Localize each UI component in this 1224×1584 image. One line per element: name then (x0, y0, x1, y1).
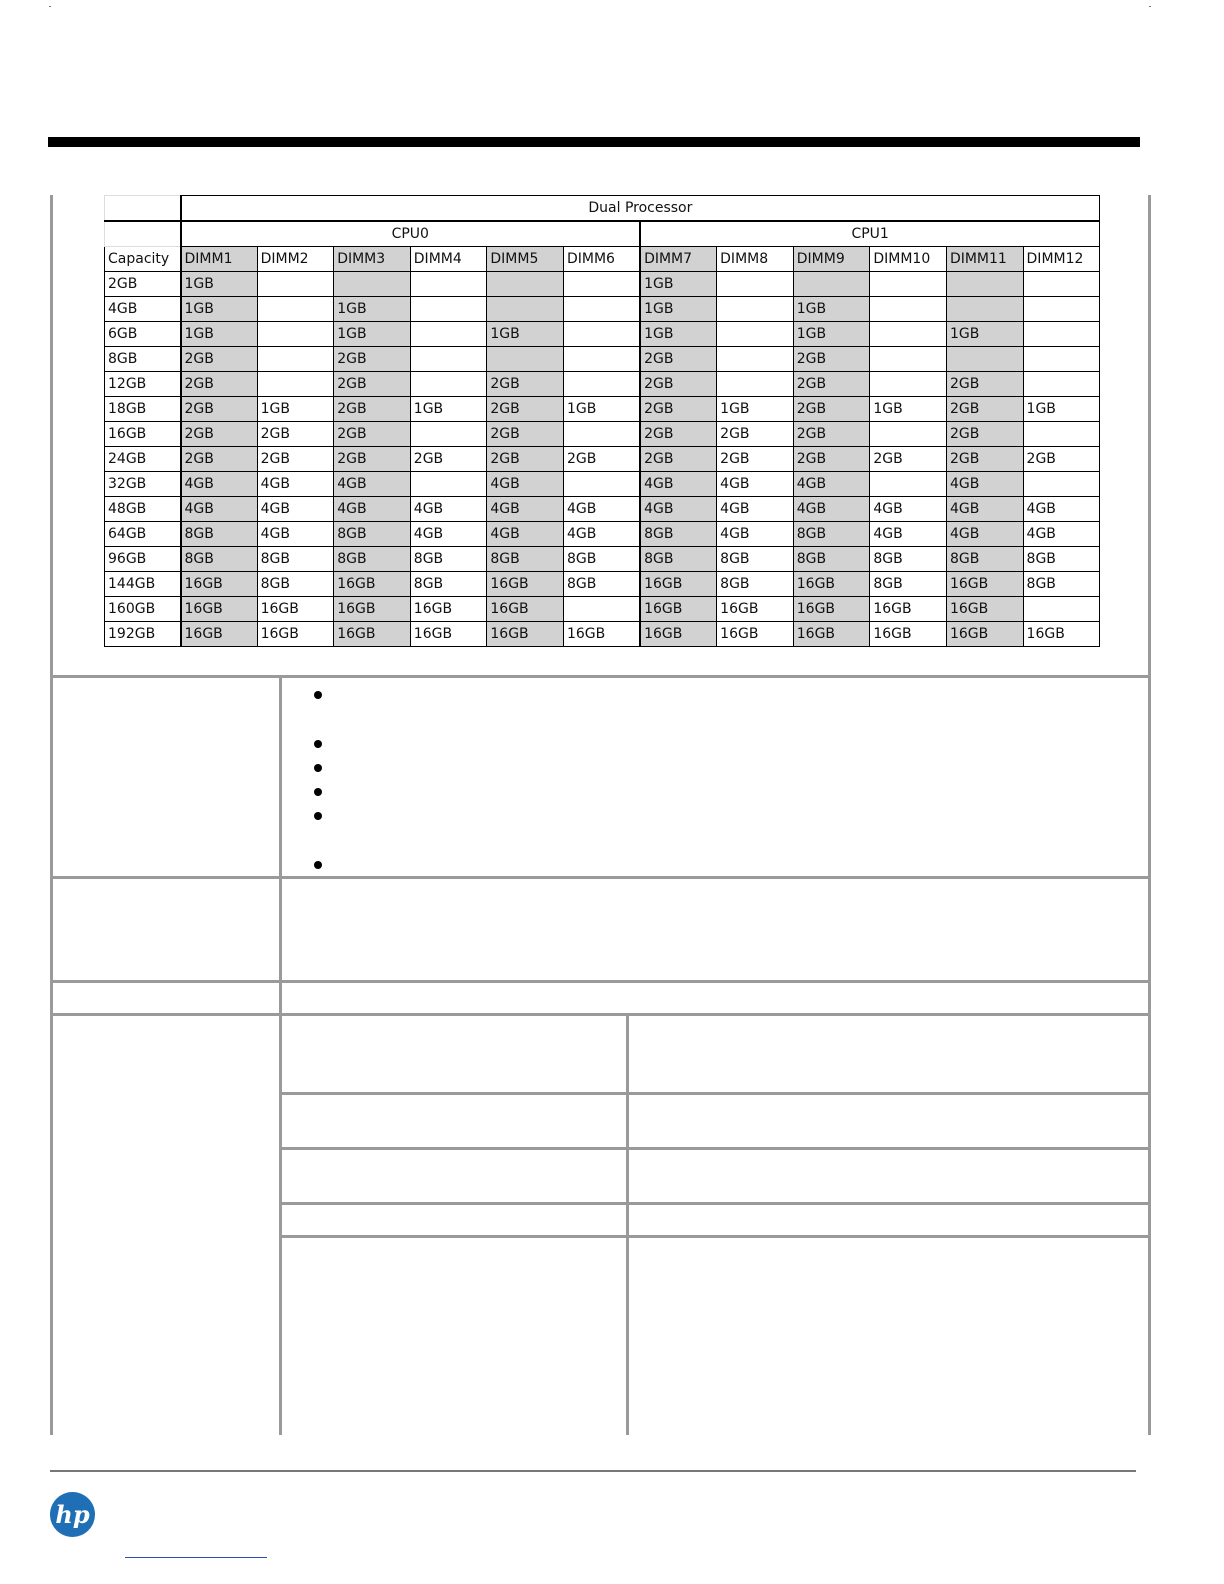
dimm-cell: 16GB (410, 622, 487, 647)
dimm-cell (410, 472, 487, 497)
dimm-cell: 8GB (870, 572, 947, 597)
dimm-slot-header: DIMM3 (334, 247, 411, 272)
capacity-cell: 6GB (105, 322, 181, 347)
dimm-cell: 2GB (181, 447, 258, 472)
cpu-heading-row (105, 221, 1100, 247)
footer-rule (50, 1470, 1136, 1472)
column-header-row (105, 247, 1100, 272)
dimm-cell (717, 322, 794, 347)
dimm-cell: 16GB (410, 597, 487, 622)
table-corner-cell (105, 221, 181, 247)
dimm-cell: 4GB (181, 497, 258, 522)
capacity-cell: 192GB (105, 622, 181, 647)
dimm-cell: 1GB (793, 322, 870, 347)
dimm-cell (410, 422, 487, 447)
dimm-cell: 2GB (181, 422, 258, 447)
dimm-cell: 1GB (870, 397, 947, 422)
dimm-cell: 2GB (334, 447, 411, 472)
dimm-cell: 4GB (334, 472, 411, 497)
dimm-cell (487, 272, 564, 297)
dimm-cell: 1GB (487, 322, 564, 347)
dimm-cell: 2GB (640, 397, 717, 422)
dimm-cell: 4GB (640, 472, 717, 497)
grid-line (626, 1013, 629, 1435)
dimm-cell (870, 472, 947, 497)
capacity-header: Capacity (105, 247, 181, 272)
dimm-cell: 1GB (181, 272, 258, 297)
dimm-cell: 4GB (257, 522, 334, 547)
dimm-cell: 4GB (717, 472, 794, 497)
dimm-cell: 4GB (1023, 522, 1100, 547)
dimm-cell: 16GB (334, 597, 411, 622)
capacity-cell: 8GB (105, 347, 181, 372)
dimm-cell: 2GB (181, 347, 258, 372)
capacity-cell: 4GB (105, 297, 181, 322)
dimm-cell (563, 272, 640, 297)
table-row (105, 447, 1100, 472)
dimm-cell: 16GB (181, 572, 258, 597)
dimm-cell (870, 422, 947, 447)
dimm-slot-header: DIMM2 (257, 247, 334, 272)
dimm-cell: 2GB (563, 447, 640, 472)
dimm-cell: 2GB (946, 372, 1023, 397)
dimm-population-table (104, 195, 1100, 647)
grid-line (280, 1235, 1151, 1238)
bullet-icon (314, 740, 322, 748)
dimm-cell: 2GB (793, 397, 870, 422)
dimm-cell (717, 272, 794, 297)
capacity-cell: 48GB (105, 497, 181, 522)
grid-line (280, 1202, 1151, 1205)
table-row (105, 622, 1100, 647)
table-row (105, 347, 1100, 372)
dimm-cell: 1GB (181, 322, 258, 347)
grid-line (50, 876, 1151, 879)
capacity-cell: 16GB (105, 422, 181, 447)
dimm-cell: 4GB (717, 522, 794, 547)
grid-line (280, 1092, 1151, 1095)
dimm-cell: 4GB (257, 472, 334, 497)
dimm-cell: 4GB (640, 497, 717, 522)
dimm-cell (257, 322, 334, 347)
dimm-cell: 8GB (640, 547, 717, 572)
dimm-cell (563, 372, 640, 397)
dimm-cell: 2GB (334, 422, 411, 447)
cpu0-heading: CPU0 (181, 221, 641, 247)
dimm-cell: 4GB (563, 522, 640, 547)
dimm-cell: 8GB (717, 572, 794, 597)
dimm-cell: 4GB (257, 497, 334, 522)
dimm-cell: 16GB (717, 597, 794, 622)
dimm-cell: 4GB (793, 497, 870, 522)
dimm-cell: 1GB (563, 397, 640, 422)
dimm-cell: 8GB (334, 547, 411, 572)
dimm-cell (410, 347, 487, 372)
dimm-slot-header: DIMM6 (563, 247, 640, 272)
dimm-cell: 2GB (257, 447, 334, 472)
dimm-cell: 2GB (640, 422, 717, 447)
dimm-cell: 2GB (640, 347, 717, 372)
dimm-cell: 4GB (946, 497, 1023, 522)
dimm-slot-header: DIMM1 (181, 247, 258, 272)
dimm-cell (563, 297, 640, 322)
table-row (105, 522, 1100, 547)
dimm-cell: 16GB (640, 597, 717, 622)
capacity-cell: 160GB (105, 597, 181, 622)
dimm-cell (410, 297, 487, 322)
dimm-cell (717, 372, 794, 397)
grid-line (50, 675, 1151, 678)
dimm-cell (793, 272, 870, 297)
dimm-cell: 8GB (487, 547, 564, 572)
dimm-slot-header: DIMM12 (1023, 247, 1100, 272)
dimm-cell: 16GB (181, 622, 258, 647)
dimm-cell: 1GB (640, 272, 717, 297)
dimm-cell: 1GB (181, 297, 258, 322)
dimm-cell: 2GB (487, 422, 564, 447)
dimm-cell: 16GB (257, 622, 334, 647)
dimm-cell: 2GB (1023, 447, 1100, 472)
dimm-cell: 16GB (563, 622, 640, 647)
dimm-cell (870, 297, 947, 322)
hp-logo-icon: hp (50, 1492, 95, 1537)
dimm-cell: 4GB (717, 497, 794, 522)
dimm-cell: 8GB (946, 547, 1023, 572)
table-row (105, 297, 1100, 322)
dimm-cell: 4GB (410, 522, 487, 547)
capacity-cell: 64GB (105, 522, 181, 547)
dimm-cell (563, 422, 640, 447)
capacity-cell: 2GB (105, 272, 181, 297)
table-row (105, 497, 1100, 522)
dimm-cell: 16GB (946, 597, 1023, 622)
dimm-cell: 8GB (870, 547, 947, 572)
dimm-cell: 2GB (487, 447, 564, 472)
dimm-cell: 8GB (717, 547, 794, 572)
dimm-cell (1023, 272, 1100, 297)
dimm-cell: 4GB (334, 497, 411, 522)
dimm-cell: 16GB (334, 572, 411, 597)
dimm-cell: 2GB (334, 347, 411, 372)
dimm-cell (563, 322, 640, 347)
dimm-cell (946, 297, 1023, 322)
frame-left-border (50, 195, 53, 1435)
dimm-cell: 1GB (257, 397, 334, 422)
dimm-cell: 8GB (410, 572, 487, 597)
dimm-cell (410, 322, 487, 347)
table-row (105, 597, 1100, 622)
dimm-cell: 16GB (717, 622, 794, 647)
dimm-cell: 4GB (487, 522, 564, 547)
dimm-cell: 16GB (946, 572, 1023, 597)
dimm-cell: 2GB (717, 422, 794, 447)
table-row (105, 547, 1100, 572)
dimm-cell (717, 297, 794, 322)
dimm-cell: 4GB (563, 497, 640, 522)
dimm-slot-header: DIMM9 (793, 247, 870, 272)
dimm-cell: 2GB (487, 372, 564, 397)
cpu1-heading: CPU1 (640, 221, 1100, 247)
dimm-cell (1023, 297, 1100, 322)
dimm-cell: 2GB (334, 372, 411, 397)
dimm-cell: 4GB (946, 522, 1023, 547)
crop-mark-left (49, 6, 51, 7)
dimm-cell: 1GB (640, 297, 717, 322)
dimm-cell: 8GB (181, 522, 258, 547)
dimm-cell: 1GB (717, 397, 794, 422)
dimm-cell: 2GB (334, 397, 411, 422)
dimm-cell: 2GB (870, 447, 947, 472)
dimm-cell (487, 297, 564, 322)
table-row (105, 422, 1100, 447)
dimm-cell: 16GB (640, 572, 717, 597)
dimm-cell (487, 347, 564, 372)
dimm-slot-header: DIMM4 (410, 247, 487, 272)
dimm-cell (257, 347, 334, 372)
capacity-cell: 18GB (105, 397, 181, 422)
dimm-cell: 1GB (334, 297, 411, 322)
dimm-cell (563, 347, 640, 372)
dimm-cell (717, 347, 794, 372)
dimm-cell: 16GB (334, 622, 411, 647)
dimm-cell: 16GB (1023, 622, 1100, 647)
dimm-cell (563, 597, 640, 622)
dimm-cell (410, 272, 487, 297)
dimm-cell: 4GB (487, 497, 564, 522)
dimm-cell: 8GB (181, 547, 258, 572)
dimm-cell: 16GB (870, 622, 947, 647)
dimm-cell: 4GB (793, 472, 870, 497)
dimm-cell: 1GB (1023, 397, 1100, 422)
dimm-cell: 2GB (793, 422, 870, 447)
table-corner-cell (105, 196, 181, 222)
table-row (105, 397, 1100, 422)
bullet-icon (314, 861, 322, 869)
dimm-cell (870, 272, 947, 297)
dimm-cell: 8GB (334, 522, 411, 547)
dimm-cell: 4GB (487, 472, 564, 497)
dimm-cell: 4GB (870, 497, 947, 522)
dimm-slot-header: DIMM11 (946, 247, 1023, 272)
table-row (105, 572, 1100, 597)
dimm-cell: 4GB (410, 497, 487, 522)
capacity-cell: 144GB (105, 572, 181, 597)
dimm-cell (257, 297, 334, 322)
bullet-icon (314, 812, 322, 820)
dimm-cell: 2GB (717, 447, 794, 472)
dimm-cell (946, 272, 1023, 297)
dimm-cell: 1GB (334, 322, 411, 347)
dimm-cell (1023, 322, 1100, 347)
dimm-cell: 16GB (487, 597, 564, 622)
capacity-cell: 12GB (105, 372, 181, 397)
dimm-cell: 16GB (487, 622, 564, 647)
table-title-row (105, 196, 1100, 222)
dimm-cell (1023, 472, 1100, 497)
dimm-cell: 16GB (793, 622, 870, 647)
dimm-cell: 2GB (640, 372, 717, 397)
dimm-cell: 2GB (946, 422, 1023, 447)
dimm-cell: 16GB (870, 597, 947, 622)
dimm-cell (946, 347, 1023, 372)
table-row (105, 472, 1100, 497)
grid-line (280, 1147, 1151, 1150)
grid-line (50, 1013, 1151, 1016)
dimm-cell: 8GB (793, 547, 870, 572)
dual-processor-heading: Dual Processor (181, 196, 1100, 222)
dimm-slot-header: DIMM8 (717, 247, 794, 272)
dimm-cell: 2GB (946, 397, 1023, 422)
dimm-cell: 2GB (793, 447, 870, 472)
dimm-cell: 16GB (793, 597, 870, 622)
dimm-cell: 1GB (410, 397, 487, 422)
dimm-cell: 16GB (640, 622, 717, 647)
dimm-cell: 16GB (487, 572, 564, 597)
bullet-icon (314, 764, 322, 772)
dimm-cell: 8GB (640, 522, 717, 547)
dimm-cell: 1GB (793, 297, 870, 322)
dimm-cell (870, 322, 947, 347)
dimm-cell: 16GB (946, 622, 1023, 647)
dimm-cell: 1GB (640, 322, 717, 347)
dimm-cell: 2GB (793, 347, 870, 372)
dimm-cell: 8GB (1023, 572, 1100, 597)
dimm-slot-header: DIMM7 (640, 247, 717, 272)
dimm-cell: 4GB (870, 522, 947, 547)
dimm-cell: 4GB (1023, 497, 1100, 522)
dimm-cell (410, 372, 487, 397)
footer-link-underline[interactable] (125, 1557, 267, 1558)
dimm-cell: 8GB (793, 522, 870, 547)
bullet-icon (314, 788, 322, 796)
dimm-cell: 16GB (257, 597, 334, 622)
dimm-cell: 1GB (946, 322, 1023, 347)
dimm-slot-header: DIMM10 (870, 247, 947, 272)
dimm-cell: 2GB (257, 422, 334, 447)
dimm-cell: 2GB (946, 447, 1023, 472)
dimm-cell: 16GB (181, 597, 258, 622)
dimm-cell: 16GB (793, 572, 870, 597)
capacity-cell: 32GB (105, 472, 181, 497)
dimm-cell (870, 347, 947, 372)
table-row (105, 272, 1100, 297)
dimm-cell: 8GB (563, 547, 640, 572)
dimm-cell: 2GB (410, 447, 487, 472)
dimm-cell (1023, 372, 1100, 397)
dimm-cell: 8GB (257, 547, 334, 572)
dimm-table-body (105, 196, 1100, 647)
dimm-cell: 2GB (640, 447, 717, 472)
dimm-cell (1023, 422, 1100, 447)
dimm-slot-header: DIMM5 (487, 247, 564, 272)
dimm-cell (334, 272, 411, 297)
bullet-icon (314, 691, 322, 699)
header-bar (48, 137, 1140, 147)
crop-mark-right (1149, 6, 1151, 7)
grid-line (50, 980, 1151, 983)
table-row (105, 322, 1100, 347)
capacity-cell: 24GB (105, 447, 181, 472)
dimm-cell: 2GB (181, 397, 258, 422)
dimm-cell: 2GB (181, 372, 258, 397)
dimm-cell (563, 472, 640, 497)
table-row (105, 372, 1100, 397)
dimm-cell: 8GB (410, 547, 487, 572)
dimm-cell (1023, 347, 1100, 372)
dimm-cell: 8GB (257, 572, 334, 597)
dimm-cell: 4GB (946, 472, 1023, 497)
grid-line (279, 675, 282, 1435)
dimm-cell: 8GB (1023, 547, 1100, 572)
dimm-cell: 8GB (563, 572, 640, 597)
dimm-cell: 2GB (793, 372, 870, 397)
dimm-cell (870, 372, 947, 397)
dimm-cell: 4GB (181, 472, 258, 497)
dimm-cell (257, 272, 334, 297)
dimm-cell: 2GB (487, 397, 564, 422)
capacity-cell: 96GB (105, 547, 181, 572)
dimm-cell (1023, 597, 1100, 622)
dimm-cell (257, 372, 334, 397)
frame-right-border (1148, 195, 1151, 1435)
